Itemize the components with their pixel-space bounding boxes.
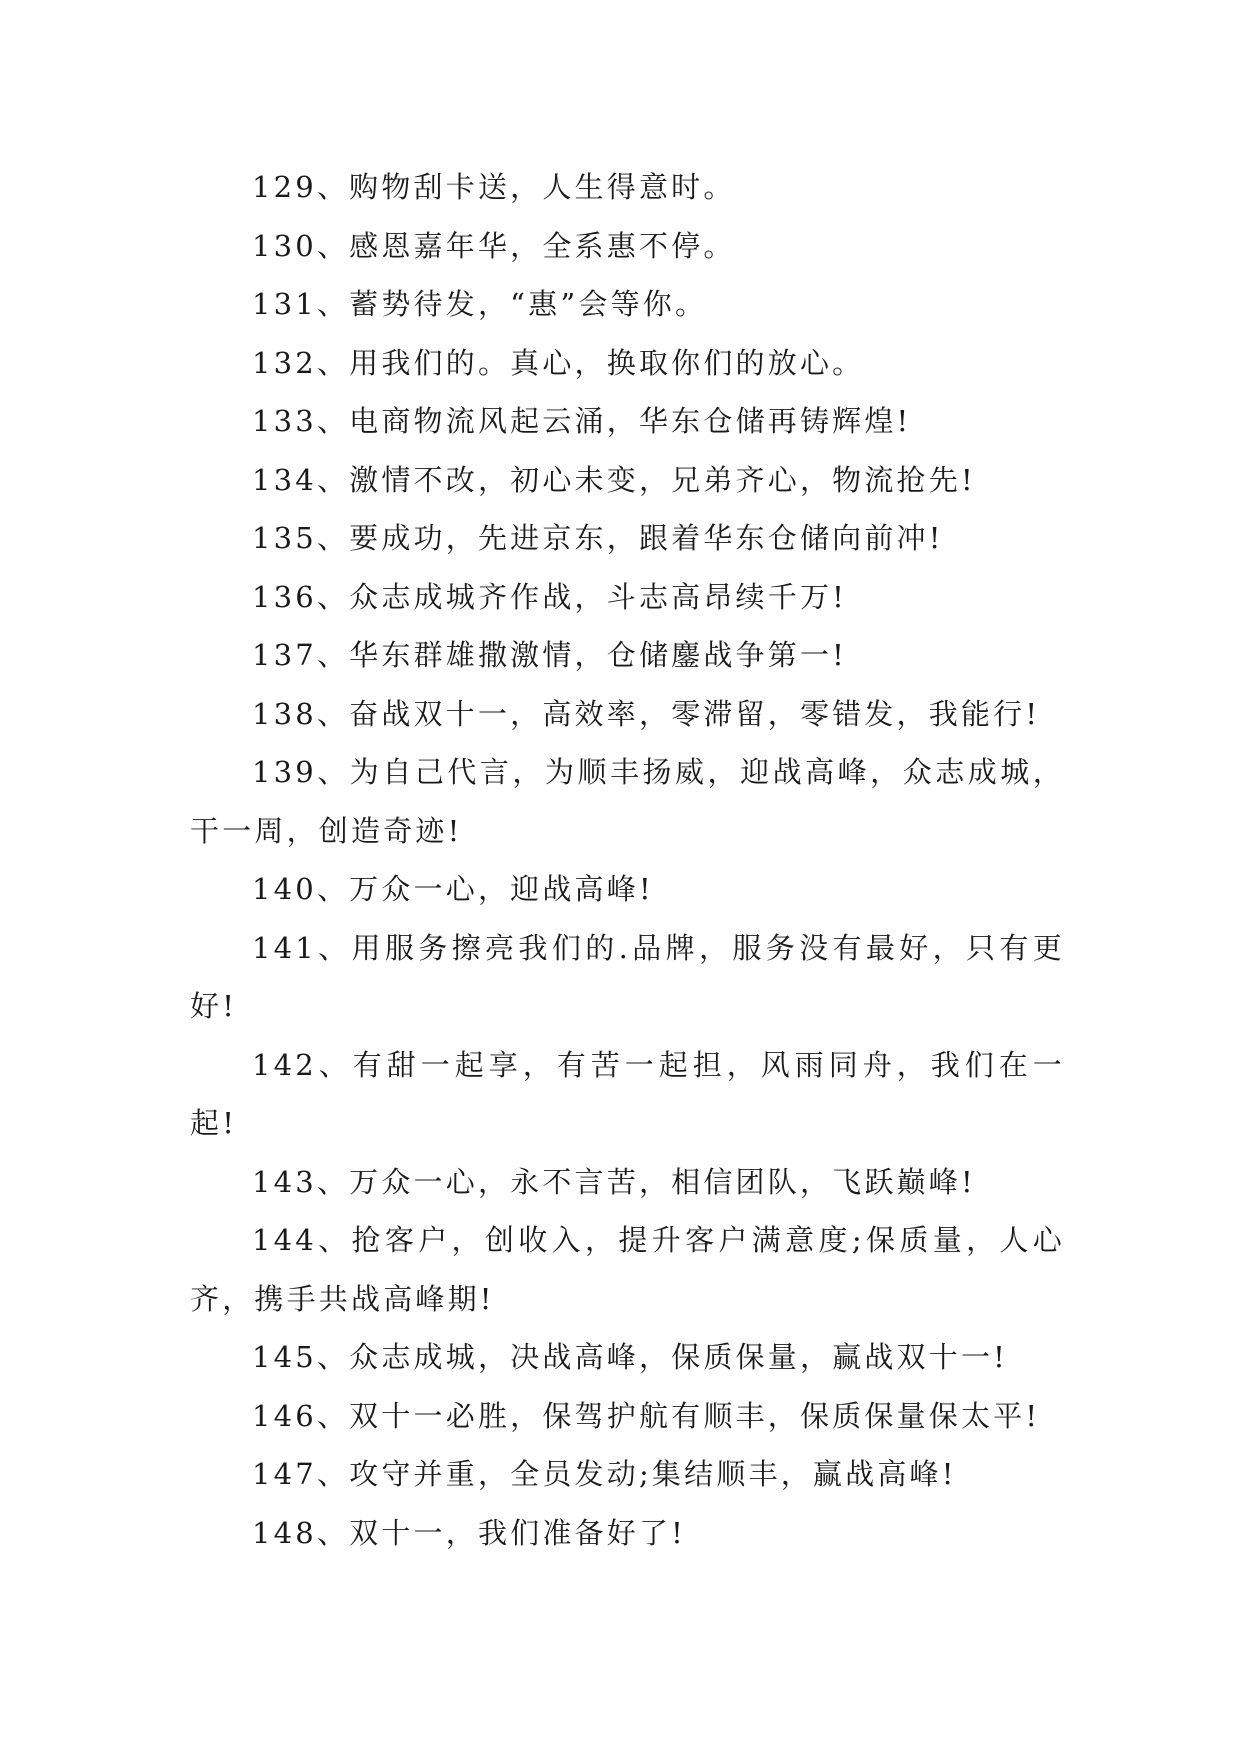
document-body: [190, 158, 1065, 1562]
slogan-paragraph-144: 144、抢客户，创收入，提升客户满意度;保质量，人心齐，携手共战高峰期!: [190, 1223, 1065, 1316]
slogan-paragraph-142: 142、有甜一起享，有苦一起担，风雨同舟，我们在一起!: [190, 1047, 1065, 1140]
slogan-paragraph-132: 132、用我们的。真心，换取你们的放心。: [252, 345, 865, 380]
slogan-paragraph-145: 145、众志成城，决战高峰，保质保量，赢战双十一!: [252, 1340, 1009, 1374]
slogan-paragraph-143: 143、万众一心，永不言苦，相信团队，飞跃巅峰!: [252, 1164, 976, 1199]
slogan-paragraph-133: 133、电商物流风起云涌，华东仓储再铸辉煌!: [252, 404, 912, 438]
slogan-paragraph-141: 141、用服务擦亮我们的.品牌，服务没有最好，只有更好!: [190, 930, 1065, 1023]
slogan-paragraph-129: 129、购物刮卡送，人生得意时。: [252, 170, 736, 204]
slogan-paragraph-140: 140、万众一心，迎战高峰!: [252, 872, 654, 906]
slogan-paragraph-146: 146、双十一必胜，保驾护航有顺丰，保质保量保太平!: [252, 1398, 1041, 1433]
slogan-paragraph-134: 134、激情不改，初心未变，兄弟齐心，物流抢先!: [252, 462, 976, 497]
slogan-paragraph-139: 139、为自己代言，为顺丰扬威，迎战高峰，众志成城，干一周，创造奇迹!: [190, 755, 1065, 848]
slogan-paragraph-137: 137、华东群雄撒激情，仓储鏖战争第一!: [252, 638, 848, 672]
slogan-paragraph-136: 136、众志成城齐作战，斗志高昂续千万!: [252, 579, 848, 614]
slogan-paragraph-135: 135、要成功，先进京东，跟着华东仓储向前冲!: [252, 521, 944, 555]
slogan-paragraph-130: 130、感恩嘉年华，全系惠不停。: [252, 228, 736, 263]
slogan-paragraph-131: 131、蓄势待发，“惠”会等你。: [252, 287, 708, 321]
slogan-paragraph-147: 147、攻守并重，全员发动;集结顺丰，赢战高峰!: [252, 1457, 957, 1491]
slogan-paragraph-138: 138、奋战双十一，高效率，零滞留，零错发，我能行!: [252, 696, 1041, 731]
slogan-paragraph-148: 148、双十一，我们准备好了!: [252, 1515, 687, 1550]
